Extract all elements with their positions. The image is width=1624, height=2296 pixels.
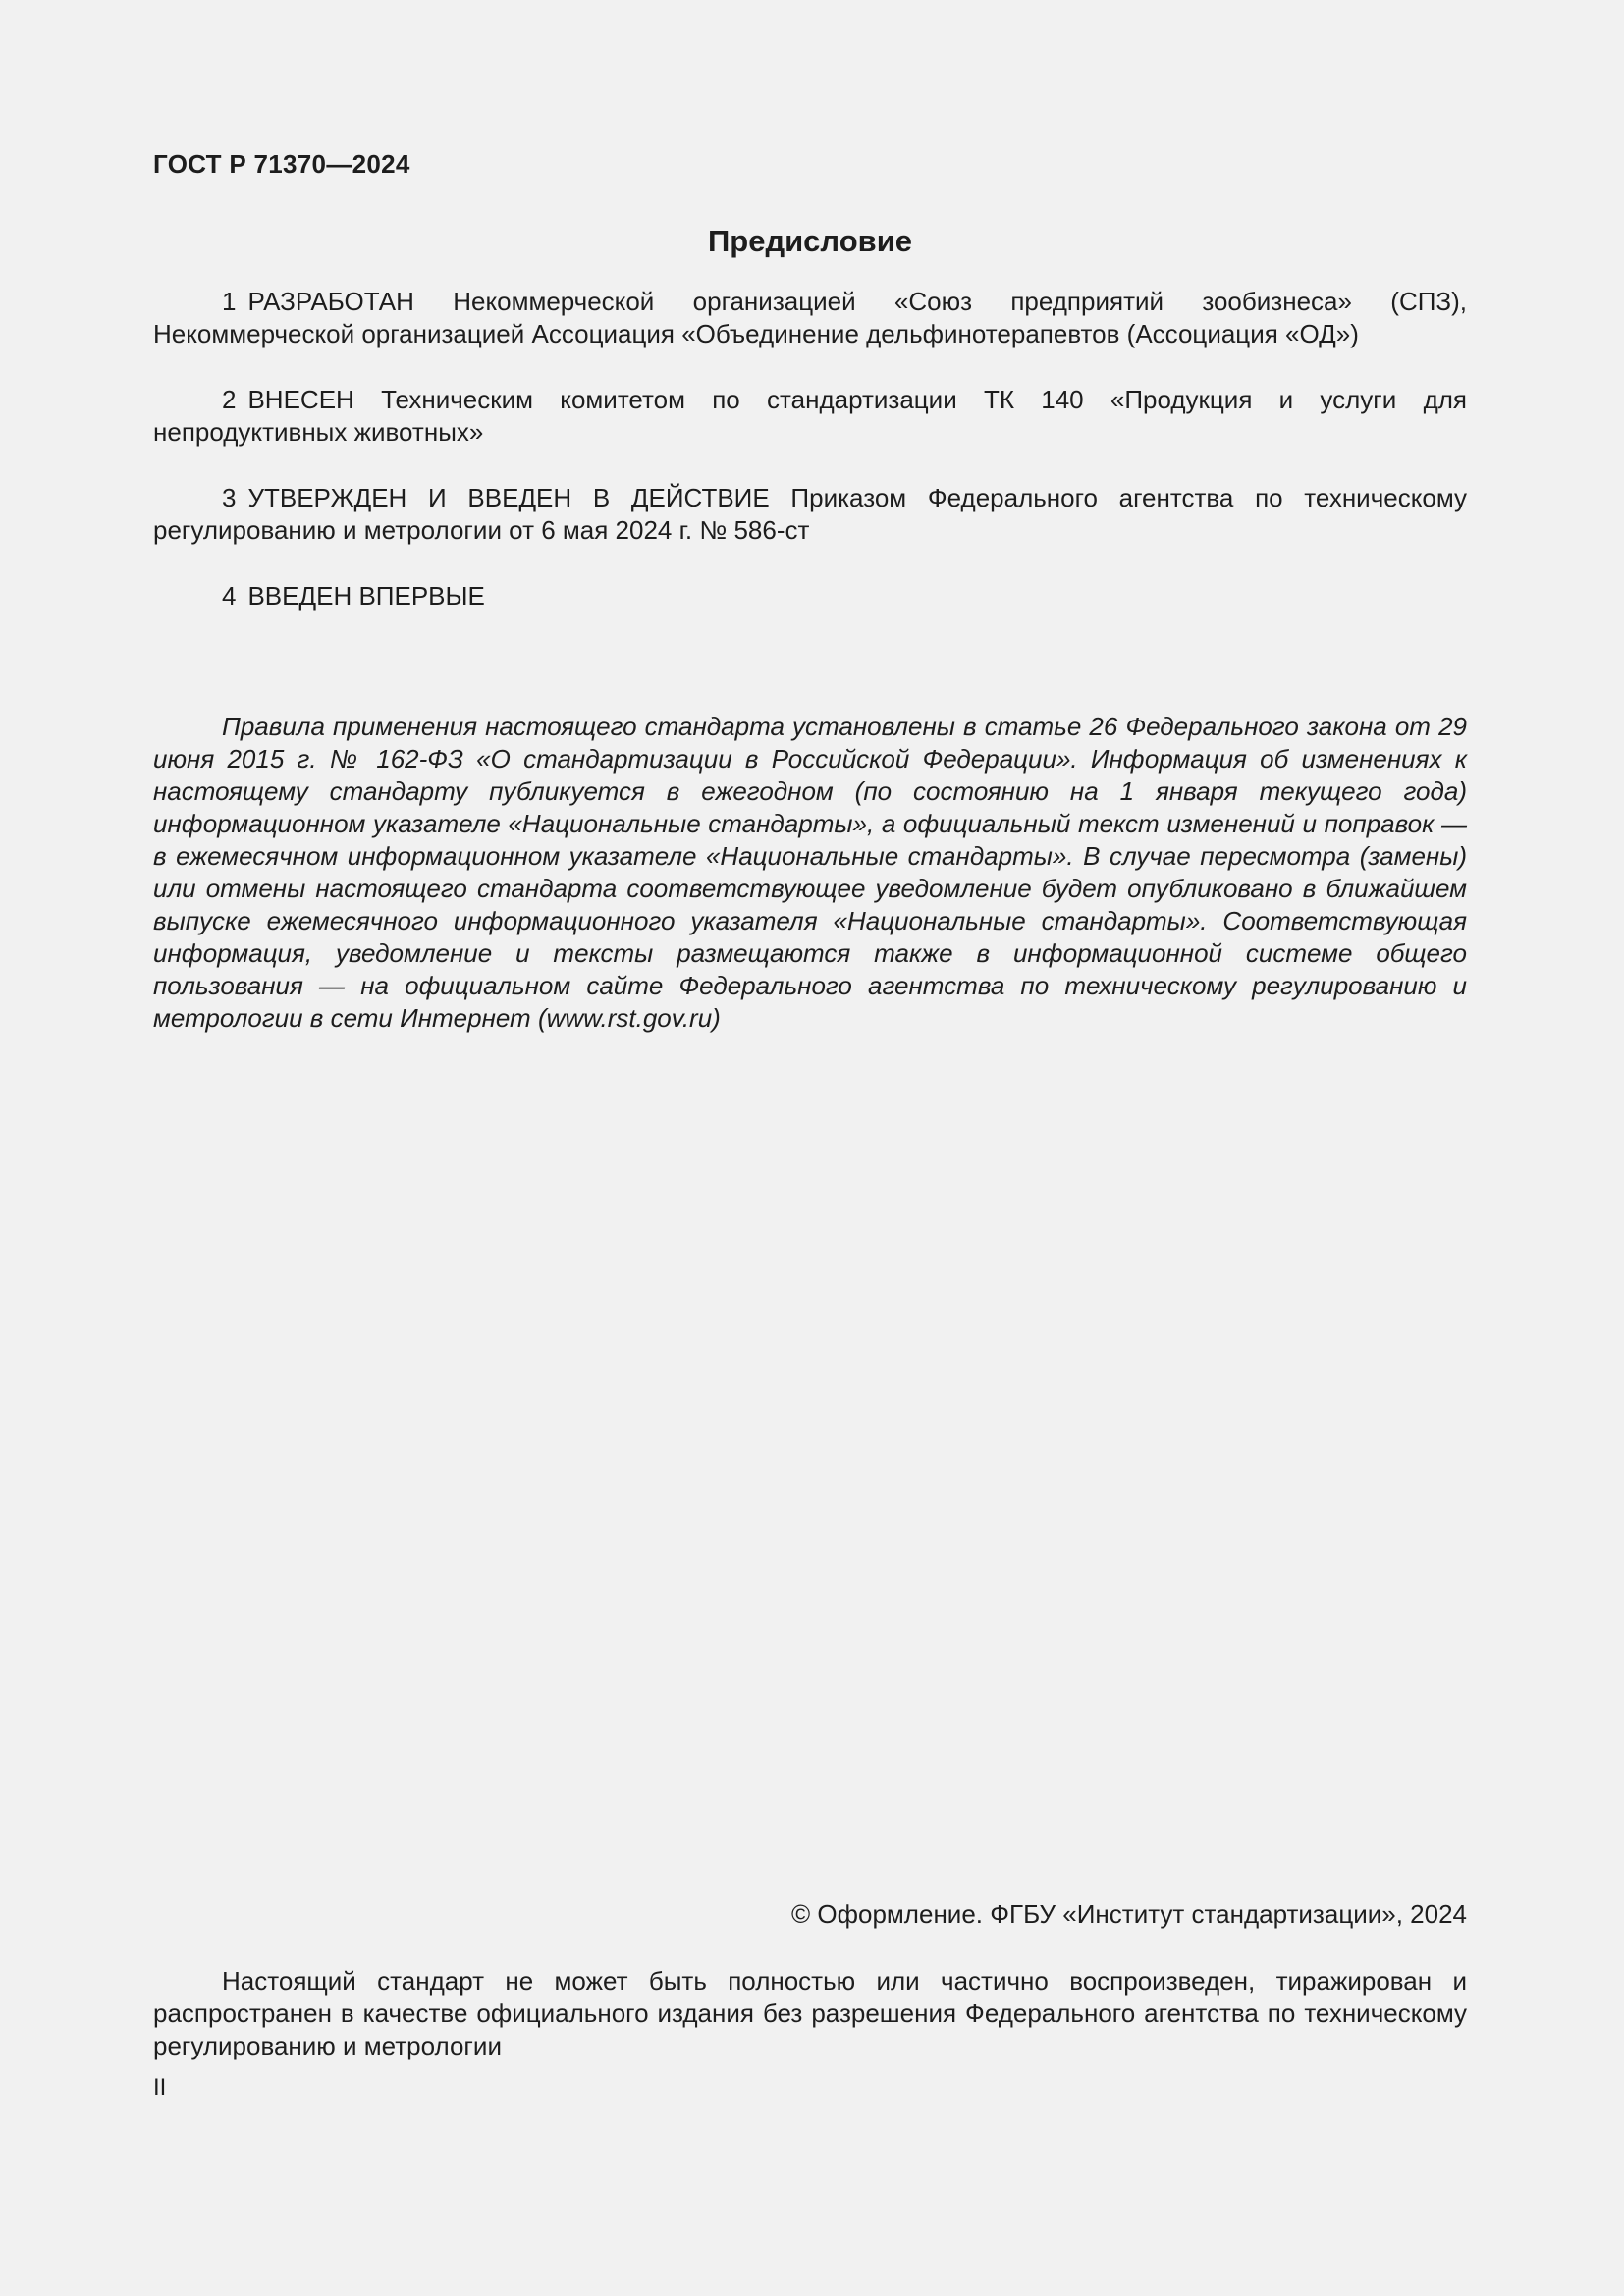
reproduction-note: Настоящий стандарт не может быть полностью или частично воспроизведен, тиражирован и распространен в качестве официального издания без разрешения Федерального агентства по техническому регулированию и метрологии [153,1966,1467,2060]
document-page [153,0,1467,2296]
item-number: 4 [222,581,237,611]
item-number: 2 [222,385,237,414]
item-text: ВВЕДЕН ВПЕРВЫЕ [247,581,485,611]
item-number: 1 [222,287,237,316]
copyright-notice: © Оформление. ФГБУ «Институт стандартизации», 2024 [791,1899,1467,1929]
foreword-item-2 [153,384,1467,449]
page-number: II [153,2074,167,2101]
document-code: ГОСТ Р 71370—2024 [153,149,410,179]
rules-note: Правила применения настоящего стандарта установлены в статье 26 Федерального закона от 29 июня 2015 г. № 162-ФЗ «О стандартизации в Российской Федерации». Информация об изменениях к настоящему стандарту публикуется в ежегодном (по состоянию на 1 января текущего года) информационном указателе «Национальные стандарты», а официальный текст изменений и поправок — в ежемесячном информационном указателе «Национальные стандарты». В случае пересмотра (замены) или отмены настоящего стандарта соответствующее уведомление будет опубликовано в ближайшем выпуске ежемесячного информационного указателя «Национальные стандарты». Соответствующая информация, уведомление и тексты размещаются также в информационной системе общего пользования — на официальном сайте Федерального агентства по техническому регулированию и метрологии в сети Интернет (www.rst.gov.ru) [153,712,1467,1033]
item-text: УТВЕРЖДЕН И ВВЕДЕН В ДЕЙСТВИЕ Приказом Федерального агентства по техническому регулированию и метрологии от 6 мая 2024 г. № 586-ст [153,483,1467,545]
foreword-item-4 [153,580,1467,613]
item-text: РАЗРАБОТАН Некоммерческой организацией «Союз предприятий зообизнеса» (СПЗ), Некоммерческой организацией Ассоциация «Объединение дельфинотерапевтов (Ассоциация «ОД») [153,287,1467,348]
foreword-item-1 [153,286,1467,350]
page-title: Предисловие [707,224,912,258]
item-text: ВНЕСЕН Техническим комитетом по стандартизации ТК 140 «Продукция и услуги для непродуктивных животных» [153,385,1467,447]
foreword-item-3 [153,482,1467,547]
item-number: 3 [222,483,237,512]
